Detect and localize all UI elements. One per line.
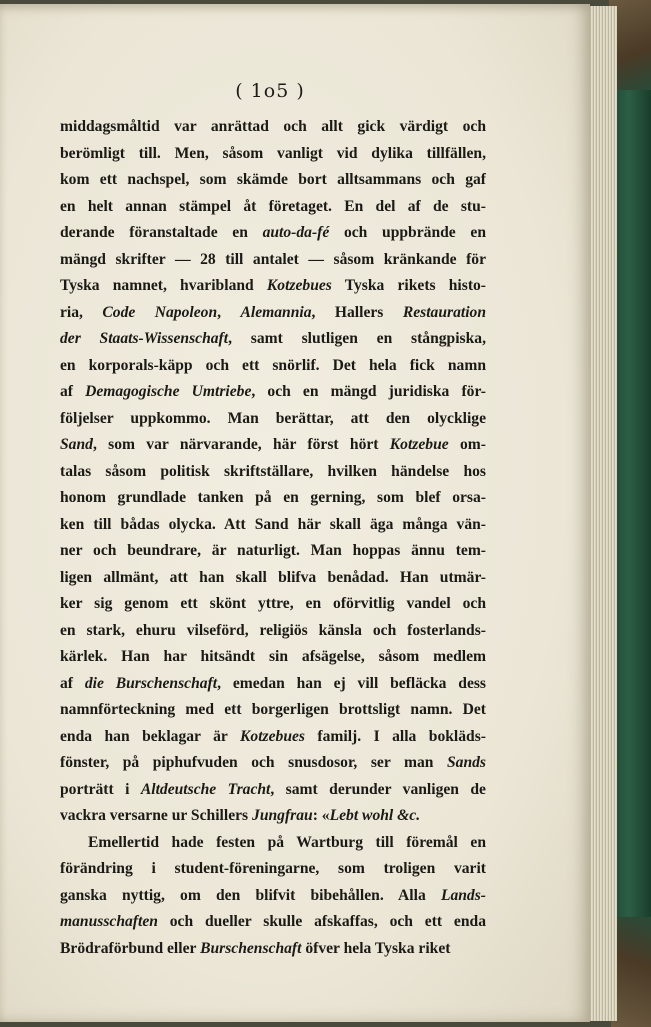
text-segment: mängd skrifter — 28 till antalet — såsom kränkande för: [60, 250, 486, 268]
text-segment: af: [60, 383, 86, 400]
text-segment: , Hallers: [311, 303, 403, 321]
text-line: [60, 618, 486, 645]
text-line: [60, 803, 486, 830]
page-number: ( 1o5 ): [235, 80, 305, 102]
italic-text: Burschenschaft: [200, 939, 302, 957]
text-segment: af: [60, 674, 85, 692]
italic-text: Jungfrau: [252, 807, 313, 824]
italic-text: die Burschenschaft: [84, 674, 218, 692]
text-segment: vackra versarne ur Schillers: [60, 807, 253, 824]
text-line: [60, 697, 486, 724]
text-line: [60, 909, 486, 936]
italic-text: Kotzebues: [240, 727, 305, 745]
text-segment: kom ett nachspel, som skämde bort alltsammans och gaf: [60, 171, 486, 188]
italic-text: Lebt wohl &c.: [329, 807, 421, 824]
text-line: [60, 459, 486, 486]
book-page: [0, 4, 590, 1022]
book-cover: [611, 0, 651, 1027]
text-segment: , samt derunder vanligen de: [270, 780, 486, 798]
text-line: [60, 326, 486, 353]
text-line: [60, 512, 486, 539]
text-segment: ken till bådas olycka. Att Sand här skall äga många vän-: [60, 515, 486, 533]
text-line: [60, 883, 486, 910]
text-segment: en stark, ehuru vilseförd, religiös känsla och fosterlands-: [60, 621, 486, 639]
text-line: [60, 830, 486, 857]
text-line: [60, 671, 486, 698]
text-line: [60, 485, 486, 512]
italic-text: Sands: [446, 754, 486, 771]
text-segment: fönster, på piphufvuden och snusdosor, ser man: [60, 754, 447, 771]
text-line: [60, 379, 486, 406]
italic-text: auto-da-fé: [262, 224, 330, 241]
text-segment: Brödraförbund eller: [60, 939, 201, 957]
italic-text: Kotzebue: [389, 436, 449, 453]
text-segment: ,: [217, 303, 241, 321]
text-line: [60, 114, 486, 141]
text-line: [60, 167, 486, 194]
text-line: [60, 777, 486, 804]
italic-text: Code Napoleon: [102, 303, 218, 321]
text-segment: ner och beundrare, är naturligt. Man hoppas ännu tem-: [60, 542, 486, 559]
text-line: [60, 856, 486, 883]
text-line: [60, 644, 486, 671]
text-line: [60, 538, 486, 565]
text-segment: och dueller skulle afskaffas, och ett enda: [157, 913, 486, 930]
text-segment: porträtt i: [60, 780, 141, 798]
text-segment: enda han beklagar är: [60, 727, 240, 745]
italic-text: Altdeutsche Tracht: [140, 780, 271, 798]
text-segment: öfver hela Tyska riket: [301, 939, 451, 957]
text-segment: familj. I alla bokläds-: [304, 727, 486, 745]
text-line: [60, 591, 486, 618]
text-segment: förändring i student-föreningarne, som troligen varit: [60, 860, 486, 877]
italic-text: Alemannia: [240, 303, 312, 321]
cover-corner-bottom: [611, 917, 651, 1027]
text-segment: honom grundlade tanken på en gerning, som blef orsa-: [60, 489, 486, 506]
text-segment: , samt slutligen en stångpiska,: [228, 330, 486, 347]
text-line: [60, 247, 486, 274]
text-line: [60, 406, 486, 433]
text-segment: namnförteckning med ett borgerligen brottsligt namn. Det: [60, 701, 486, 718]
italic-text: Sand: [60, 436, 93, 453]
text-segment: en helt annan stämpel åt företaget. En del af de stu-: [60, 197, 486, 215]
text-line: [60, 565, 486, 592]
text-segment: : «: [312, 807, 330, 824]
text-line: [60, 194, 486, 221]
text-line: [60, 936, 486, 963]
text-line: [60, 220, 486, 247]
italic-text: Demagogische Umtriebe: [85, 383, 252, 400]
text-segment: ker sig genom ett skönt yttre, en oförvitlig vandel och: [60, 595, 486, 612]
italic-text: Lands-: [440, 886, 486, 904]
text-segment: kärlek. Han har hitsändt sin afsägelse, såsom medlem: [60, 648, 486, 665]
text-segment: och uppbrände en: [329, 224, 486, 241]
text-segment: , och en mängd juridiska för-: [251, 383, 486, 400]
italic-text: manusschaften: [60, 913, 158, 930]
text-line: [60, 141, 486, 168]
italic-text: der Staats-Wissenschaft: [60, 330, 229, 347]
text-segment: Tyska rikets histo-: [331, 277, 486, 294]
text-line: [60, 750, 486, 777]
italic-text: Kotzebues: [266, 277, 332, 294]
body-text: [60, 114, 486, 962]
text-segment: talas såsom politisk skriftställare, hvilken händelse hos: [60, 462, 486, 480]
text-segment: om-: [448, 436, 486, 453]
text-line: [60, 273, 486, 300]
text-line: [60, 432, 486, 459]
text-segment: ganska nyttig, om den blifvit bibehållen. Alla: [60, 886, 441, 904]
text-segment: ligen allmänt, att han skall blifva benådad. Han utmär-: [60, 568, 486, 586]
text-segment: Emellertid hade festen på Wartburg till föremål en: [88, 833, 486, 851]
text-line: [60, 724, 486, 751]
text-segment: Tyska namnet, hvaribland: [60, 277, 267, 294]
text-segment: , emedan han ej vill befläcka dess: [217, 674, 486, 692]
text-line: [60, 353, 486, 380]
text-segment: berömligt till. Men, såsom vanligt vid dylika tillfällen,: [60, 144, 486, 162]
text-segment: , som var närvarande, här först hört: [92, 436, 390, 453]
text-segment: en korporals-käpp och ett snörlif. Det hela fick namn: [60, 356, 486, 374]
text-segment: derande föranstaltade en: [60, 224, 263, 241]
text-segment: middagsmåltid var anrättad och allt gick värdigt och: [60, 118, 486, 135]
text-line: [60, 300, 486, 327]
text-segment: ria,: [60, 303, 103, 321]
italic-text: Restauration: [402, 303, 486, 321]
text-segment: följelser uppkommo. Man berättar, att den olycklige: [60, 409, 486, 427]
